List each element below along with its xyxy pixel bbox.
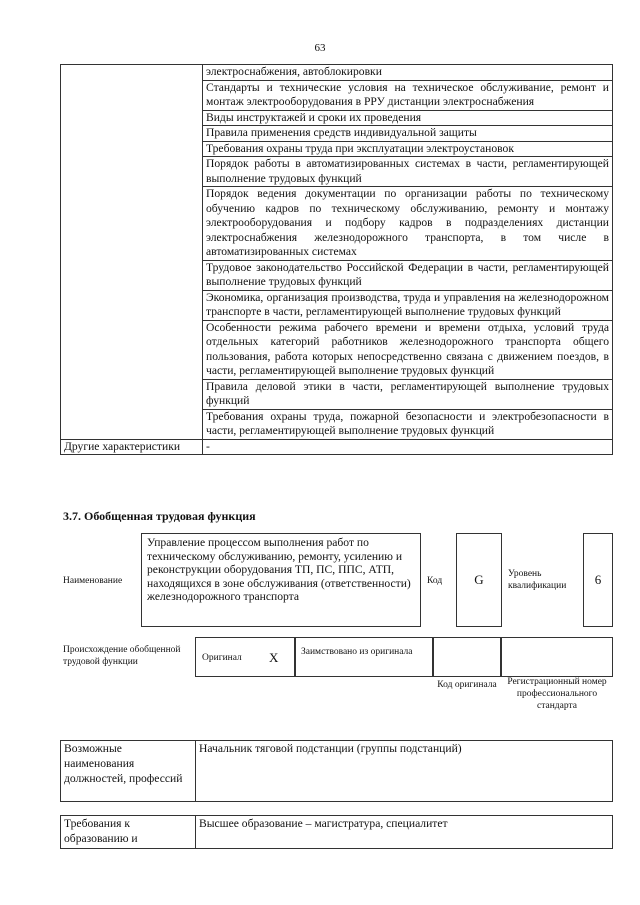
table-label-cell — [61, 65, 203, 81]
positions-value: Начальник тяговой подстанции (группы подстанций) — [196, 741, 613, 802]
page-number: 63 — [314, 42, 326, 54]
original-cell — [195, 637, 295, 677]
positions-table — [60, 740, 613, 802]
education-value: Высшее образование – магистратура, специалитет — [196, 816, 613, 849]
table-row: Порядок работы в автоматизированных системах в части, регламентирующей выполнение трудовых функций — [203, 157, 613, 187]
table-row: Стандарты и технические условия на техническое обслуживание, ремонт и монтаж электрооборудования в РРУ дистанции электроснабжения — [203, 80, 613, 110]
knowledge-table — [60, 64, 613, 455]
reg-number-label: Регистрационный номер профессионального стандарта — [507, 677, 607, 711]
table-row: Требования охраны труда при эксплуатации электроустановок — [203, 141, 613, 157]
function-name-box: Управление процессом выполнения работ по техническому обслуживанию, ремонту, усилению и реконструкции оборудования ТП, ПС, ППС, АТП, находящихся в зоне обслуживания (ответственности) железнодорожного транспорта — [141, 533, 421, 627]
table-row: Правила применения средств индивидуальной защиты — [203, 126, 613, 142]
other-characteristics-value: - — [203, 439, 613, 455]
origin-code-label: Код оригинала — [437, 680, 497, 690]
borrowed-label: Заимствовано из оригинала — [301, 647, 413, 657]
table-row: Особенности режима рабочего времени и времени отдыха, условий труда отдельных категорий работников железнодорожного транспорта общего пользования, работа которых непосредственно связана с движением поездов, в части, регламентирующей выполнение трудовых функций — [203, 320, 613, 379]
code-value: G — [456, 533, 502, 627]
level-value: 6 — [583, 533, 613, 627]
table-row: Правила деловой этики в части, регламентирующей выполнение трудовых функций — [203, 379, 613, 409]
section-title: 3.7. Обобщенная трудовая функция — [63, 509, 256, 523]
education-label: Требования к образованию и — [61, 816, 196, 849]
origin-label: Происхождение обобщенной трудовой функции — [63, 645, 181, 667]
education-table — [60, 815, 613, 849]
reg-number-cell — [501, 637, 613, 677]
level-label: Уровень квалификации — [508, 569, 567, 591]
name-label: Наименование — [63, 576, 123, 586]
table-row: Трудовое законодательство Российской Федерации в части, регламентирующей выполнение трудовых функций — [203, 260, 613, 290]
original-label: Оригинал — [202, 653, 242, 663]
original-mark: X — [269, 650, 279, 665]
borrowed-cell — [295, 637, 433, 677]
table-row: Требования охраны труда, пожарной безопасности и электробезопасности в части, регламентирующей выполнение трудовых функций — [203, 409, 613, 439]
code-label: Код — [427, 576, 443, 586]
table-row: Экономика, организация производства, труда и управления на железнодорожном транспорте в части, регламентирующей выполнение трудовых функций — [203, 290, 613, 320]
table-row: Порядок ведения документации по организации работы по техническому обучению кадров по техническому обслуживанию, ремонту и монтажу электрооборудования и подбору кадров в подразделениях дистанции электроснабжения железнодорожного транспорта, в том числе в автоматизированных системах — [203, 187, 613, 261]
other-characteristics-label: Другие характеристики — [61, 439, 203, 455]
origin-code-cell — [433, 637, 501, 677]
table-row: Виды инструктажей и сроки их проведения — [203, 110, 613, 126]
table-row: электроснабжения, автоблокировки — [203, 65, 613, 81]
positions-label: Возможные наименования должностей, профессий — [61, 741, 196, 802]
